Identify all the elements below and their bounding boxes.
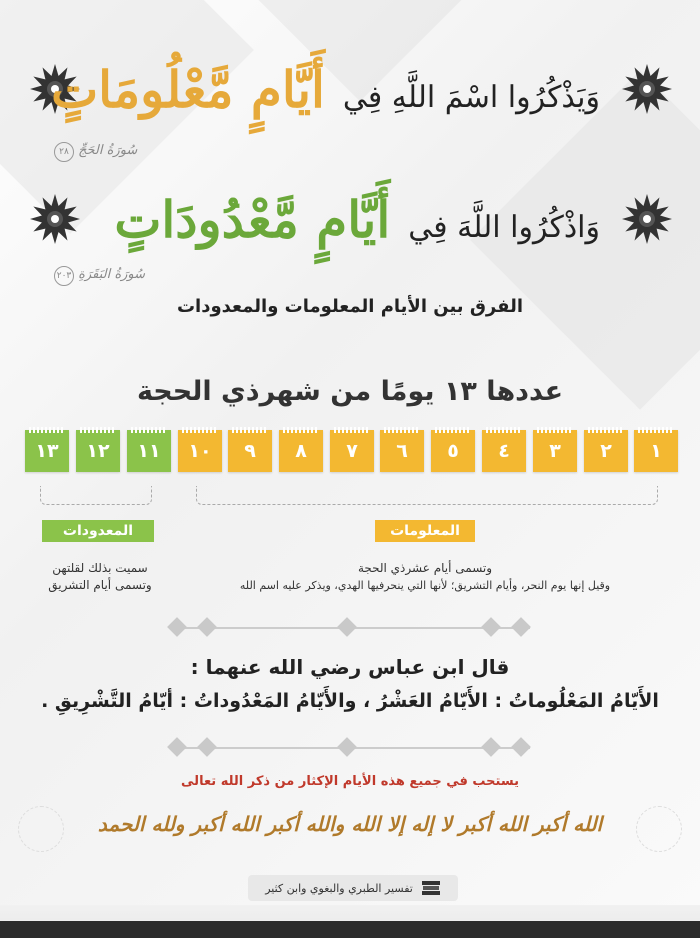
day-tile-2: ٢ (584, 430, 628, 472)
surah-reference (50, 266, 145, 286)
takbir-text: الله أكبر الله أكبر لا إله إلا الله والله أكبر الله أكبر ولله الحمد (97, 812, 603, 836)
surah-label: سُورَةُ الحَجِّ (78, 143, 138, 158)
sources-text: تفسير الطبري والبغوي وابن كثير (265, 881, 413, 895)
day-tile-1: ١ (634, 430, 678, 472)
day-tile-13: ١٣ (25, 430, 69, 472)
madoodat-line1: سميت بذلك لقلتهن (52, 561, 148, 575)
count-title: عددها ١٣ يومًا من شهرذي الحجة (136, 376, 564, 407)
bottom-bar (0, 905, 700, 938)
maloomat-description (175, 560, 675, 594)
day-tile-5: ٥ (431, 430, 475, 472)
ayah-number: ٢٨ (54, 142, 74, 162)
madoodat-label: المعدودات (42, 520, 154, 542)
rosette-ornament-icon (620, 192, 674, 246)
mustahab-note: يستحب في جميع هذه الأيام الإكثار من ذكر الله تعالى (181, 774, 519, 789)
day-tile-11: ١١ (127, 430, 171, 472)
ibn-abbas-quote: الأَيّامُ المَعْلُوماتُ : الأَيّامُ العَشْرُ ، والأَيّامُ المَعْدُوداتُ : أيّامُ التَّشْرِيقِ . (41, 690, 659, 712)
rosette-ornament-icon (28, 192, 82, 246)
verse-normal-text: وَيَذْكُرُوا اسْمَ اللَّهِ فِي (342, 80, 600, 115)
madoodat-bracket (40, 486, 152, 505)
rosette-ornament-icon (620, 62, 674, 116)
books-icon (421, 880, 441, 896)
day-tile-10: ١٠ (178, 430, 222, 472)
madoodat-description (20, 560, 180, 594)
maloomat-line2: وقيل إنها يوم النحر، وأيام التشريق؛ لأنها التي ينحرفيها الهدي، ويذكر عليه اسم الله (239, 579, 611, 592)
verse-maloomat (0, 50, 700, 130)
verse-text (51, 60, 600, 119)
day-tile-4: ٤ (482, 430, 526, 472)
surah-label: سُورَةُ البَقَرَةِ (78, 267, 146, 282)
verse-highlight-text: أَيَّامٍ مَّعْلُومَاتٍ (51, 60, 325, 119)
subtitle: الفرق بين الأيام المعلومات والمعدودات (176, 296, 524, 317)
verse-madoodat (0, 180, 700, 260)
ornament-divider (170, 738, 530, 758)
sources-box (248, 875, 458, 901)
day-tile-7: ٧ (330, 430, 374, 472)
madoodat-line2: وتسمى أيام التشريق (48, 578, 152, 592)
day-tile-6: ٦ (380, 430, 424, 472)
maloomat-line1: وتسمى أيام عشرذي الحجة (357, 561, 493, 575)
ibn-abbas-heading: قال ابن عباس رضي الله عنهما : (190, 655, 510, 679)
day-tile-3: ٣ (533, 430, 577, 472)
ornament-divider (170, 618, 530, 638)
ayah-number: ٢٠٣ (54, 266, 74, 286)
surah-reference (50, 142, 137, 162)
day-tile-9: ٩ (228, 430, 272, 472)
verse-text (114, 190, 600, 249)
day-tile-12: ١٢ (76, 430, 120, 472)
verse-highlight-text: أَيَّامٍ مَّعْدُودَاتٍ (114, 190, 391, 249)
maloomat-bracket (196, 486, 658, 505)
day-tile-8: ٨ (279, 430, 323, 472)
verse-normal-text: وَاذْكُرُوا اللَّهَ فِي (408, 210, 600, 245)
maloomat-label: المعلومات (375, 520, 475, 542)
